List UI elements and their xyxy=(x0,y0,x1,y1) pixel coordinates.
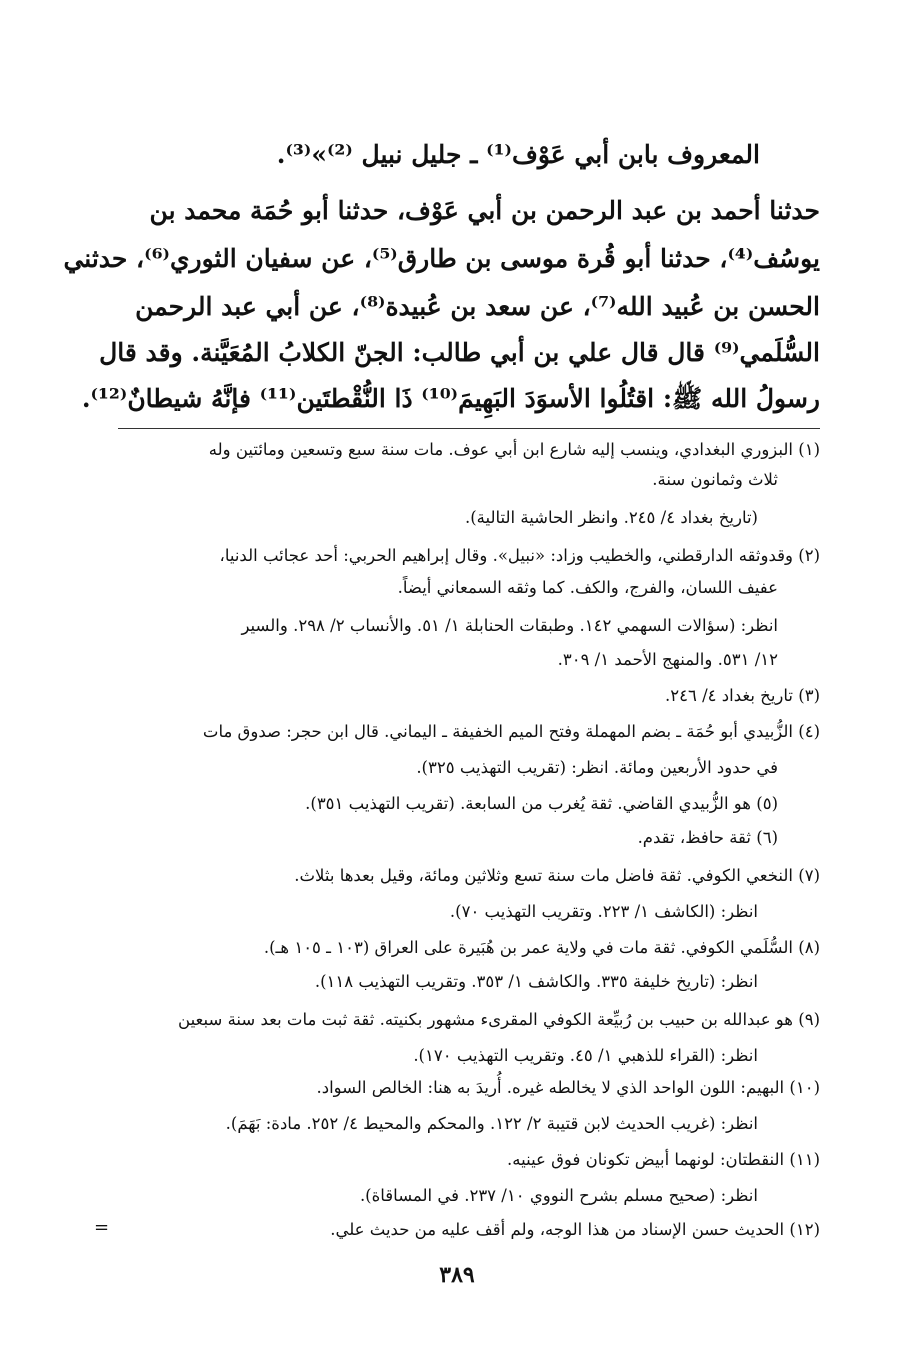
footnote-line: (١٢) الحديث حسن الإسناد من هذا الوجه، ولم أقف عليه من حديث علي. xyxy=(330,1220,820,1239)
main-line: السُّلَمي⁽⁹⁾ قال قال علي بن أبي طالب: الجنّ الكلابُ المُعَيَّنة. وقد قال xyxy=(99,338,820,367)
footnote-line: (٤) الزُّبيدي أبو حُمَة ـ بضم المهملة وفتح الميم الخفيفة ـ اليماني. قال ابن حجر: صدوق مات xyxy=(202,722,820,741)
footnote-line: (٨) السُّلَمي الكوفي. ثقة مات في ولاية عمر بن هُبَيرة على العراق (١٠٣ ـ ١٠٥ هـ). xyxy=(263,938,820,957)
main-line: حدثنا أحمد بن عبد الرحمن بن أبي عَوْف، حدثنا أبو حُمَة محمد بن xyxy=(149,196,820,225)
footnote-divider xyxy=(118,428,820,429)
side-mark: = xyxy=(94,1217,110,1238)
footnote-line: ١٢/ ٥٣١. والمنهج الأحمد ١/ ٣٠٩. xyxy=(557,650,778,669)
footnote-line: ثلاث وثمانون سنة. xyxy=(652,470,778,489)
footnote-line: انظر: (غريب الحديث لابن قتيبة ٢/ ١٢٢. والمحكم والمحيط ٤/ ٢٥٢. مادة: بَهَمَ). xyxy=(225,1114,758,1133)
footnote-line: (١١) النقطتان: لونهما أبيض تكونان فوق عينيه. xyxy=(507,1150,820,1169)
main-line: يوسُف⁽⁴⁾، حدثنا أبو قُرة موسى بن طارق⁽⁵⁾، عن سفيان الثوري⁽⁶⁾، حدثني xyxy=(63,244,820,273)
footnote-line: انظر: (صحيح مسلم بشرح النووي ١٠/ ٢٣٧. في المساقاة). xyxy=(359,1186,758,1205)
footnote-line: انظر: (القراء للذهبي ١/ ٤٥. وتقريب التهذيب ١٧٠). xyxy=(413,1046,758,1065)
footnote-line: (٧) النخعي الكوفي. ثقة فاضل مات سنة تسع وثلاثين ومائة، وقيل بعدها بثلاث. xyxy=(294,866,820,885)
footnote-line: (٦) ثقة حافظ، تقدم. xyxy=(637,828,778,847)
main-line: المعروف بابن أبي عَوْف⁽¹⁾ ـ جليل نبيل ⁽²⁾»⁽³⁾. xyxy=(276,140,760,169)
main-line: الحسن بن عُبيد الله⁽⁷⁾، عن سعد بن عُبيدة⁽⁸⁾، عن أبي عبد الرحمن xyxy=(135,292,820,321)
footnote-line: عفيف اللسان، والفرج، والكف. كما وثقه السمعاني أيضاً. xyxy=(397,578,778,597)
footnote-line: (٢) وقدوثقه الدارقطني، والخطيب وزاد: «نبيل». وقال إبراهيم الحربي: أحد عجائب الدنيا، xyxy=(219,546,820,565)
footnote-line: انظر: (الكاشف ١/ ٢٢٣. وتقريب التهذيب ٧٠). xyxy=(449,902,758,921)
footnote-line: انظر: (سؤالات السهمي ١٤٢. وطبقات الحنابلة ١/ ٥١. والأنساب ٢/ ٢٩٨. والسير xyxy=(241,616,778,635)
footnote-line: انظر: (تاريخ خليفة ٣٣٥. والكاشف ١/ ٣٥٣. وتقريب التهذيب ١١٨). xyxy=(314,972,758,991)
main-line: رسولُ الله ﷺ: اقتُلُوا الأسوَدَ البَهِيمَ⁽¹⁰⁾ ذَا النُّقْطتَين⁽¹¹⁾ فإنَّهُ شيطانٌ⁽¹²⁾. xyxy=(81,384,820,413)
footnote-line: (٥) هو الزُّبيدي القاضي. ثقة يُغرب من السابعة. (تقريب التهذيب ٣٥١). xyxy=(305,794,778,813)
footnote-line: (٩) هو عبدالله بن حبيب بن رُبيِّعة الكوفي المقرىء مشهور بكنيته. ثقة ثبت مات بعد سنة سبعين xyxy=(178,1010,820,1029)
footnote-line: في حدود الأربعين ومائة. انظر: (تقريب التهذيب ٣٢٥). xyxy=(416,758,778,777)
page-number: ٣٨٩ xyxy=(439,1262,475,1288)
footnote-line: (تاريخ بغداد ٤/ ٢٤٥. وانظر الحاشية التالية). xyxy=(464,508,758,527)
footnote-line: (١٠) البهيم: اللون الواحد الذي لا يخالطه غيره. أُريدَ به هنا: الخالص السواد. xyxy=(316,1078,820,1097)
footnote-line: (٣) تاريخ بغداد ٤/ ٢٤٦. xyxy=(665,686,820,705)
footnote-line: (١) البزوري البغدادي، وينسب إليه شارع ابن أبي عوف. مات سنة سبع وتسعين ومائتين وله xyxy=(208,440,820,459)
